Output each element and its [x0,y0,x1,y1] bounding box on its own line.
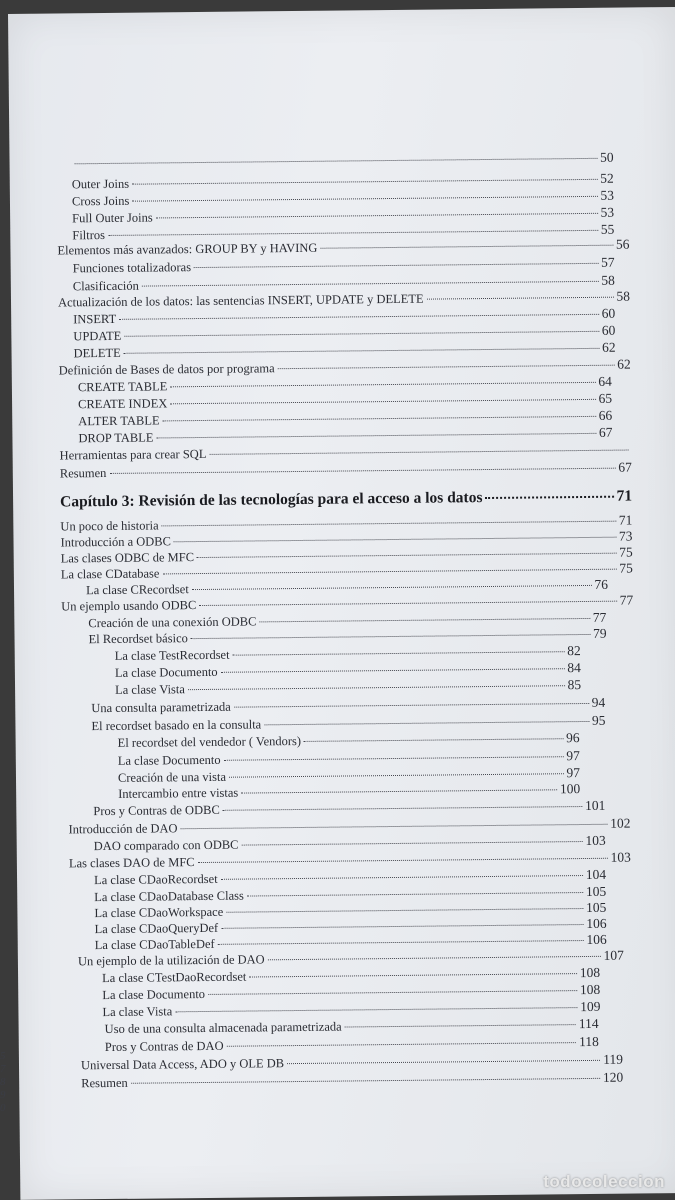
book-page [8,7,675,1200]
toc-page-number: 58 [601,272,615,288]
toc-dot-leader [233,651,565,655]
toc-entry-title: CREATE INDEX [78,396,168,412]
toc-entry-title: Clasificación [72,278,139,294]
toc-entry-title: CREATE TABLE [77,379,168,395]
toc-dot-leader [264,721,589,725]
toc-entry-title: Creación de una conexión ODBC [88,614,257,631]
toc-entry [105,1035,599,1054]
toc-dot-leader [162,521,616,527]
watermark-logo: todocoleccion [543,1172,665,1191]
toc-entry-title: Las clases DAO de MFC [68,855,195,871]
toc-entry [94,834,606,853]
toc-entry [105,1017,599,1036]
toc-page-number: 119 [603,1051,624,1067]
toc-dot-leader [174,537,616,543]
toc-dot-leader [170,399,595,404]
toc-dot-leader [241,789,557,793]
toc-dot-leader [268,956,601,960]
toc-dot-leader [124,348,599,354]
toc-entry-title: Filtros [72,227,106,243]
toc-entry-title: La clase CRecordset [85,582,189,598]
toc-entry-title: Elementos más avanzados: GROUP BY y HAVING [57,240,318,258]
toc-entry-title: Las clases ODBC de MFC [60,550,195,566]
toc-entry-title: Uso de una consulta almacenada parametrizada [104,1019,342,1037]
toc-entry-title: El recordset basado en la consulta [91,717,262,734]
toc-dot-leader [208,990,577,995]
toc-entry-title: Un ejemplo de la utilización de DAO [77,952,265,969]
toc-entry [72,206,614,226]
toc-entry-title: Capítulo 3: Revisión de las tecnologías para el acceso a los datos [60,489,483,511]
toc-entry [118,749,580,768]
toc-page-number: 79 [592,625,607,641]
toc-page-number: 57 [601,254,615,270]
toc-page-number: 50 [599,149,614,165]
toc-dot-leader [108,230,598,236]
toc-page-number: 108 [579,964,601,981]
toc-dot-leader [320,245,613,249]
toc-page-number: 56 [615,236,630,252]
toc-page-number: 97 [566,765,581,781]
toc-entry-title: La clase CDaoDatabase Class [94,888,244,905]
toc-dot-leader [221,924,583,929]
toc-dot-leader [198,858,608,863]
toc-dot-leader [194,263,598,268]
toc-entry [72,172,614,192]
toc-dot-leader [229,773,564,778]
toc-entry-title: La clase CDaoQueryDef [94,920,219,937]
toc-dot-leader [218,940,584,945]
toc-page-number: 97 [566,748,580,764]
toc-entry-title: DAO comparado con ODBC [93,837,239,854]
toc-entry [73,307,615,327]
toc-chapter-heading [60,489,632,509]
toc-entry-title: Universal Data Access, ADO y OLE DB [80,1056,285,1073]
toc-entry-title: El recordset del vendedor ( Vendors) [117,733,302,750]
toc-dot-leader [75,158,597,164]
toc-dot-leader [124,331,599,337]
toc-entry [118,782,580,801]
toc-page-number: 52 [600,170,614,186]
toc-entry-title: Pros y Contras de ODBC [93,802,220,819]
toc-dot-leader [170,382,595,387]
margin-number: 5 [0,1050,6,1062]
toc-page-number: 108 [579,981,601,998]
toc-page-number: 107 [603,947,624,963]
toc-page-number: 77 [592,609,607,625]
toc-page-number: 75 [619,560,633,576]
toc-page-number: 105 [585,883,607,899]
margin-number: 9 [0,1089,6,1101]
toc-entry-title: La clase TestRecordset [114,647,230,663]
toc-dot-leader [109,468,615,474]
margin-number: 7 [0,1063,6,1075]
toc-dot-leader [221,668,565,673]
toc-page-number: 106 [586,915,607,931]
toc-entry-title: Actualización de los datos: las sentencias INSERT, UPDATE y DELETE [57,291,424,310]
toc-entry [102,983,600,1002]
toc-entry-title: Un poco de historia [60,518,159,534]
margin-number: 0 [0,1102,6,1114]
toc-page-number: 62 [601,339,616,355]
toc-page-number: 102 [610,815,631,831]
toc-entry-title: Cross Joins [71,193,130,209]
toc-entry-title: Introducción de DAO [68,821,178,837]
toc-entry [93,799,605,818]
toc-page-number: 71 [618,512,633,528]
toc-dot-leader [163,416,596,422]
toc-entry-title: Un ejemplo usando ODBC [61,598,197,614]
toc-entry-title: La clase CTestDaoRecordset [102,969,247,986]
toc-dot-leader [132,196,597,202]
toc-entry-title: La clase CDaoTableDef [94,936,215,953]
toc-page-number: 82 [567,643,581,659]
toc-entry [72,189,614,209]
toc-entry-title: Funciones totalizadoras [72,260,192,276]
toc-entry [78,375,612,395]
toc-entry [115,678,581,697]
toc-dot-leader [278,365,615,370]
toc-entry [81,1053,623,1073]
toc-page-number: 76 [594,576,609,592]
toc-entry [81,1071,623,1091]
toc-entry-title: Definición de Bases de datos por programa [58,361,275,378]
table-of-contents [8,7,675,1091]
toc-dot-leader [345,1024,576,1027]
toc-entry-title: Resumen [81,1075,128,1091]
toc-entry [78,949,624,969]
toc-entry [73,324,615,344]
toc-dot-leader [157,433,596,439]
toc-entry-title: Intercambio entre vistas [118,785,239,801]
toc-entry-title: Resumen [59,465,107,481]
toc-dot-leader [221,875,583,880]
toc-page-number: 118 [578,1033,599,1050]
toc-dot-leader [175,1007,577,1012]
toc-page-number: 77 [619,592,634,608]
toc-dot-leader [199,601,616,606]
toc-entry-title: INSERT [73,311,117,327]
toc-dot-leader [188,685,565,690]
toc-entry-title: La clase Documento [114,664,218,680]
toc-page-number: 75 [619,544,633,560]
toc-page-number: 67 [618,459,632,475]
toc-entry-title: La clase Vista [115,682,185,697]
toc-dot-leader [427,297,614,300]
toc-dot-leader [131,1078,600,1084]
toc-page-number: 58 [616,288,631,304]
toc-page-number: 73 [618,528,633,544]
toc-entry-title: Outer Joins [71,176,130,192]
toc-page-number: 101 [584,797,606,814]
toc-dot-leader [197,553,616,558]
toc-page-number: 71 [616,487,633,505]
toc-entry [91,714,605,733]
toc-entry-title: La clase CDaoRecordset [94,871,218,888]
toc-entry [102,1000,600,1019]
toc-page-number: 53 [600,187,615,203]
toc-entry-title: Creación de una vista [117,769,227,785]
toc-dot-leader [132,179,597,185]
toc-entry-title: DROP TABLE [78,430,154,446]
toc-dot-leader [162,569,616,575]
toc-entry-title: DELETE [73,345,121,361]
toc-dot-leader [259,618,589,622]
toc-dot-leader [249,973,577,977]
toc-page-number: 65 [598,390,613,406]
toc-page-number: 55 [600,221,615,237]
toc-entry-title: La clase Vista [102,1004,173,1020]
toc-entry-title: El Recordset básico [88,631,188,647]
toc-page-number: 100 [559,781,581,797]
toc-dot-leader [227,1042,576,1047]
toc-page-number: 64 [598,373,612,389]
toc-entry-title: La clase Documento [117,752,221,768]
toc-page-number: 106 [586,931,607,947]
margin-number: 8 [0,1076,6,1088]
toc-entry-title: La clase CDatabase [60,566,160,582]
toc-dot-leader [226,908,583,913]
toc-page-number: 67 [598,424,613,440]
toc-entry [94,868,606,887]
toc-entry [71,151,613,171]
toc-page-number: 120 [602,1069,624,1085]
toc-entry-title: Herramientas para crear SQL [59,446,207,463]
toc-dot-leader [234,703,589,708]
toc-page-number: 60 [601,305,616,321]
toc-entry [78,426,612,446]
toc-page-number: 84 [567,660,581,676]
toc-dot-leader [156,213,598,219]
margin-page-numbers [0,1050,8,1115]
toc-entry [115,644,581,663]
toc-entry-title: La clase CDaoWorkspace [94,904,224,921]
toc-page-number: 103 [585,832,606,848]
toc-entry [78,392,612,412]
toc-page-number: 103 [610,849,631,865]
toc-entry [91,696,605,715]
toc-page-number: 114 [578,1015,599,1032]
toc-page-number: 109 [580,998,601,1015]
toc-entry-title: Full Outer Joins [72,210,153,226]
toc-entry-title: La clase Documento [102,986,206,1003]
toc-dot-leader [485,496,613,499]
toc-dot-leader [247,892,583,897]
toc-page-number: 66 [598,407,613,423]
toc-page-number: 95 [591,712,606,728]
toc-entry [78,409,612,429]
toc-dot-leader [304,738,563,742]
toc-page-number: 60 [601,322,616,338]
toc-dot-leader [223,806,582,811]
toc-page-number: 62 [617,356,631,372]
toc-entry [60,442,632,462]
toc-entry-title: Pros y Contras de DAO [104,1038,224,1055]
toc-dot-leader [191,634,590,639]
toc-page-number: 104 [585,866,607,882]
toc-entry [115,661,581,680]
toc-page-number: 96 [566,730,580,746]
toc-entry-title: Una consulta parametrizada [91,699,231,716]
toc-entry [118,731,580,750]
toc-entry [88,627,606,646]
toc-entry [60,460,632,480]
toc-page-number: 94 [591,694,606,710]
toc-page-number: 85 [567,677,582,693]
toc-dot-leader [287,1060,600,1064]
toc-entry [73,256,615,276]
toc-dot-leader [224,756,564,761]
toc-entry-title: ALTER TABLE [78,413,160,429]
toc-dot-leader [192,585,592,590]
toc-page-number: 105 [586,899,607,915]
toc-page-number: 53 [600,204,615,220]
toc-entry [102,966,600,985]
toc-dot-leader [181,824,608,829]
toc-dot-leader [209,450,628,455]
toc-entry [73,341,615,361]
toc-entry-title: UPDATE [73,328,122,344]
toc-entry-title: Introducción a ODBC [60,534,172,550]
toc-dot-leader [142,281,599,287]
toc-dot-leader [241,841,582,846]
toc-dot-leader [119,314,598,320]
